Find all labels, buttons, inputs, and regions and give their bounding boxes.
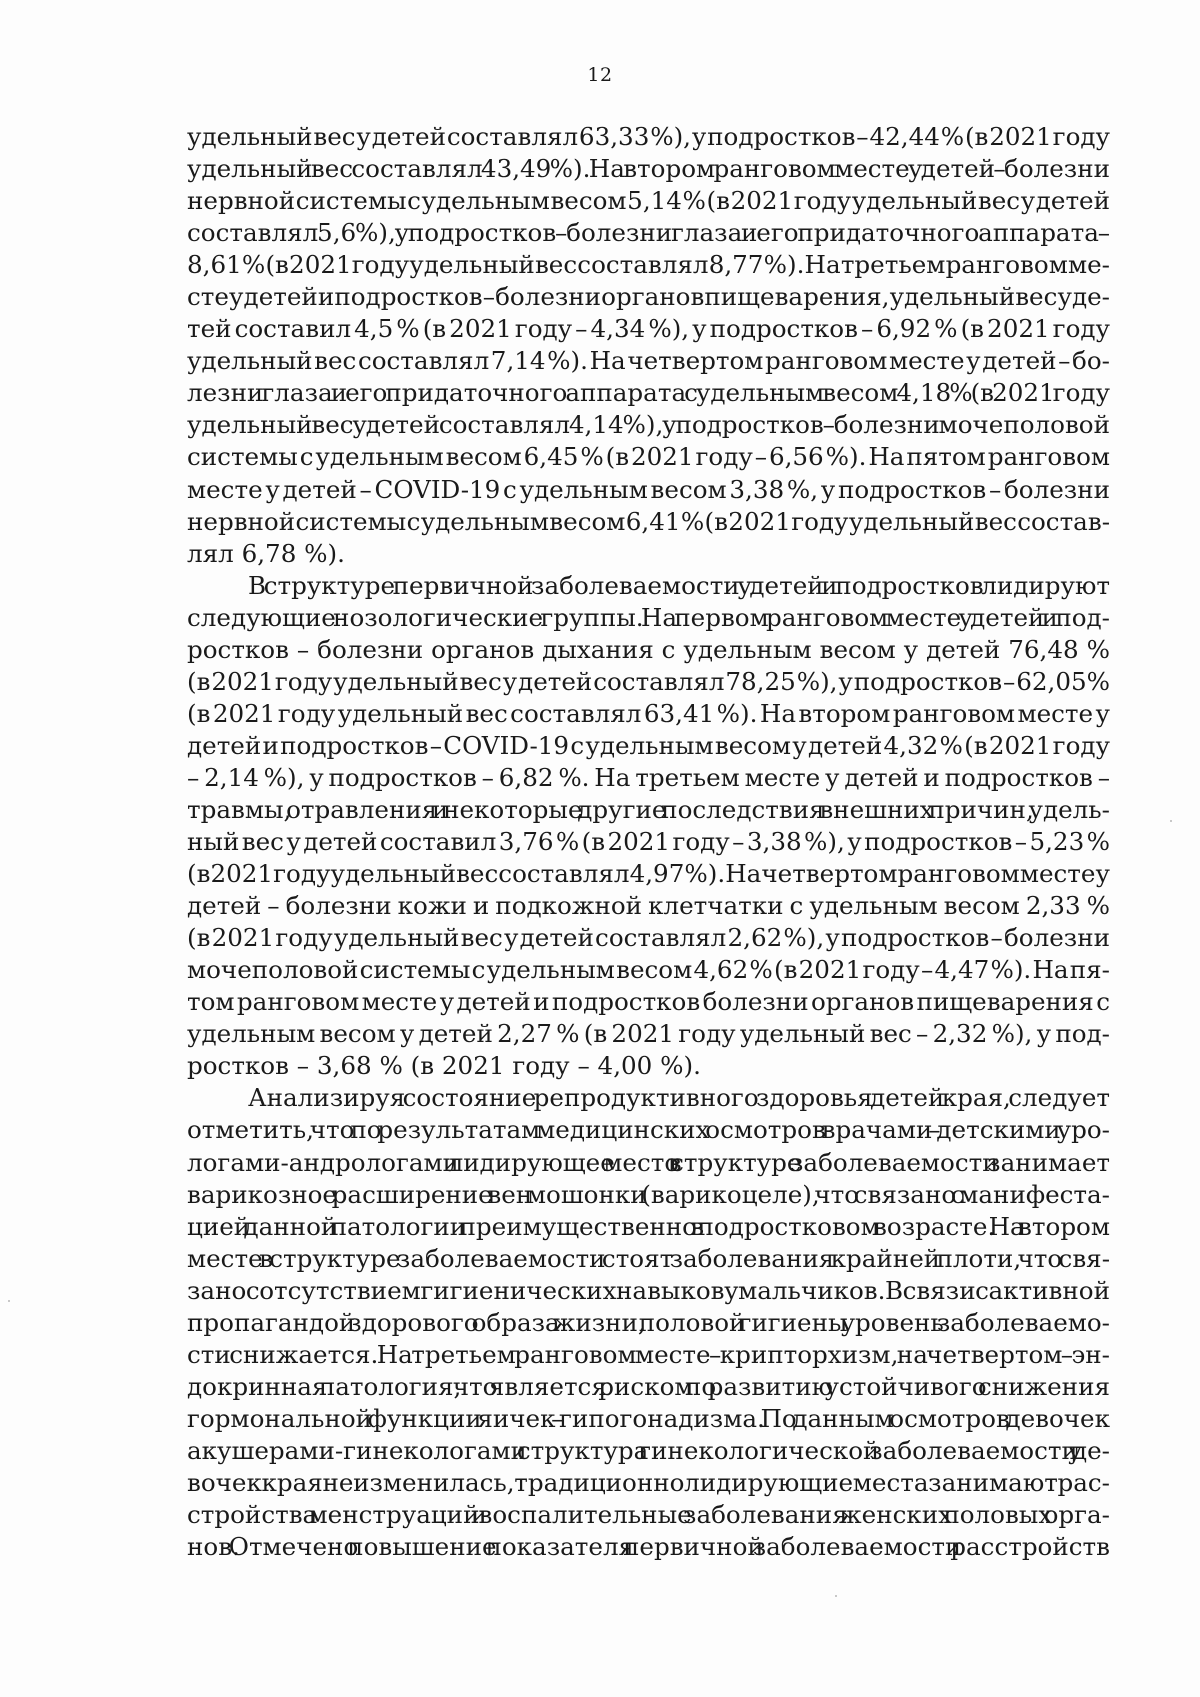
text-line: ростков – болезни органов дыхания с удельным весом у детей 76,48 % bbox=[187, 634, 1110, 664]
text-line: вочек края не изменилась, традиционно лидирующие места занимают рас- bbox=[187, 1467, 1110, 1497]
text-line: системы с удельным весом 6,45 % (в 2021 году – 6,56 %). На пятом ранговом bbox=[187, 442, 1110, 472]
text-line: удельный вес у детей составлял 63,33 %), у подростков – 42,44 % (в 2021 году bbox=[187, 122, 1110, 151]
scan-speck bbox=[8, 1300, 10, 1302]
text-line: 8,61 % (в 2021 году удельный вес составлял 8,77 %). На третьем ранговом ме- bbox=[187, 250, 1110, 280]
text-line: нервной системы с удельным весом 6,41 % (в 2021 году удельный вес состав- bbox=[187, 506, 1110, 536]
text-line: Анализируя состояние репродуктивного здоровья детей края, следует bbox=[248, 1083, 1110, 1113]
text-line: лезни глаза и его придаточного аппарата с удельным весом 4,18 % (в 2021 году bbox=[187, 378, 1110, 408]
text-line: (в 2021 году удельный вес у детей составлял 78,25 %), у подростков – 62,05% bbox=[187, 666, 1110, 696]
text-line: пропагандой здорового образа жизни, половой гигиены уровень заболеваемо- bbox=[187, 1307, 1110, 1337]
text-line: мочеполовой системы с удельным весом 4,62 % (в 2021 году – 4,47 %). На пя- bbox=[187, 955, 1110, 985]
scan-speck bbox=[835, 1595, 837, 1597]
text-line: удельный вес составлял 7,14 %). На четвертом ранговом месте у детей – бо- bbox=[187, 346, 1110, 376]
body-text bbox=[187, 121, 1110, 1563]
text-line: следующие нозологические группы. На первом ранговом месте у детей и под- bbox=[187, 602, 1110, 632]
text-line: детей – болезни кожи и подкожной клетчатки с удельным весом 2,33 % bbox=[187, 891, 1110, 921]
text-line: цией данной патологии преимущественно в подростковом возрасте. На втором bbox=[187, 1211, 1110, 1241]
text-line: стройства менструаций и воспалительные заболевания женских половых орга- bbox=[187, 1500, 1110, 1530]
text-line: тей составил 4,5 % (в 2021 году – 4,34 %), у подростков – 6,92 % (в 2021 году bbox=[187, 314, 1110, 344]
text-line: отметить, что по результатам медицинских осмотров врачами – детскими уро- bbox=[187, 1115, 1110, 1145]
text-line: нервной системы с удельным весом 5,14 % (в 2021 году удельный вес у детей bbox=[187, 186, 1110, 216]
text-line: (в 2021 году удельный вес составлял 63,41 %). На втором ранговом месте у bbox=[187, 698, 1110, 728]
text-line: травмы, отравления и некоторые другие последствия внешних причин, удель- bbox=[187, 794, 1110, 824]
text-line: удельный вес составлял 43,49 %). На втором ранговом месте у детей – болезни bbox=[187, 154, 1110, 184]
text-line: ный вес у детей составил 3,76 % (в 2021 году – 3,38 %), у подростков – 5,23 % bbox=[187, 827, 1110, 857]
text-line: – 2,14 %), у подростков – 6,82 %. На третьем месте у детей и подростков – bbox=[187, 762, 1110, 792]
text-line: удельным весом у детей 2,27 % (в 2021 году удельный вес – 2,32 %), у под- bbox=[187, 1019, 1110, 1049]
text-line: акушерами-гинекологами структура гинекологической заболеваемости у де- bbox=[187, 1435, 1110, 1465]
paragraph-3 bbox=[187, 1082, 1110, 1563]
text-line: детей и подростков – COVID-19 с удельным весом у детей 4,32 % (в 2021 году bbox=[187, 730, 1110, 760]
paragraph-1 bbox=[187, 121, 1110, 570]
scan-speck bbox=[1170, 820, 1172, 822]
text-line: варикозное расширение вен мошонки (варикоцеле), что связано с манифеста- bbox=[187, 1179, 1110, 1209]
text-line: том ранговом месте у детей и подростков болезни органов пищеварения с bbox=[187, 987, 1110, 1017]
text-line: В структуре первичной заболеваемости у детей и подростков лидируют bbox=[248, 570, 1110, 600]
page-number: 12 bbox=[587, 64, 613, 86]
text-line: сти снижается. На третьем ранговом месте – крипторхизм, на четвертом – эн- bbox=[187, 1339, 1110, 1369]
text-line: месте в структуре заболеваемости стоят заболевания крайней плоти, что свя- bbox=[187, 1243, 1110, 1273]
text-line: логами-андрологами лидирующее место в структуре заболеваемости занимает bbox=[187, 1147, 1110, 1177]
text-line: удельный вес у детей составлял 4,14 %), у подростков – болезни мочеполовой bbox=[187, 410, 1110, 440]
text-line: нов. Отмечено повышение показателя первичной заболеваемости расстройств bbox=[187, 1532, 1110, 1562]
text-line: зано с отсутствием гигиенических навыков у мальчиков. В связи с активной bbox=[187, 1275, 1110, 1305]
text-line: месте у детей – COVID-19 с удельным весом 3,38 %, у подростков – болезни bbox=[187, 474, 1110, 504]
paragraph-2 bbox=[187, 570, 1110, 1083]
text-line: (в 2021 году удельный вес у детей составлял 2,62 %), у подростков – болезни bbox=[187, 923, 1110, 953]
text-line: (в 2021 году удельный вес составлял 4,97 %). На четвертом ранговом месте у bbox=[187, 859, 1110, 889]
text-line: лял 6,78 %). bbox=[187, 538, 345, 568]
text-line: сте у детей и подростков – болезни органов пищеварения, удельный вес у де- bbox=[187, 282, 1110, 312]
text-line: ростков – 3,68 % (в 2021 году – 4,00 %). bbox=[187, 1051, 701, 1081]
text-line: гормональной функции яичек – гипогонадизма. По данным осмотров девочек bbox=[187, 1403, 1110, 1433]
text-line: докринная патология, что является риском по развитию устойчивого снижения bbox=[187, 1371, 1110, 1401]
text-line: составлял 5,6 %), у подростков – болезни глаза и его придаточного аппарата – bbox=[187, 218, 1110, 248]
